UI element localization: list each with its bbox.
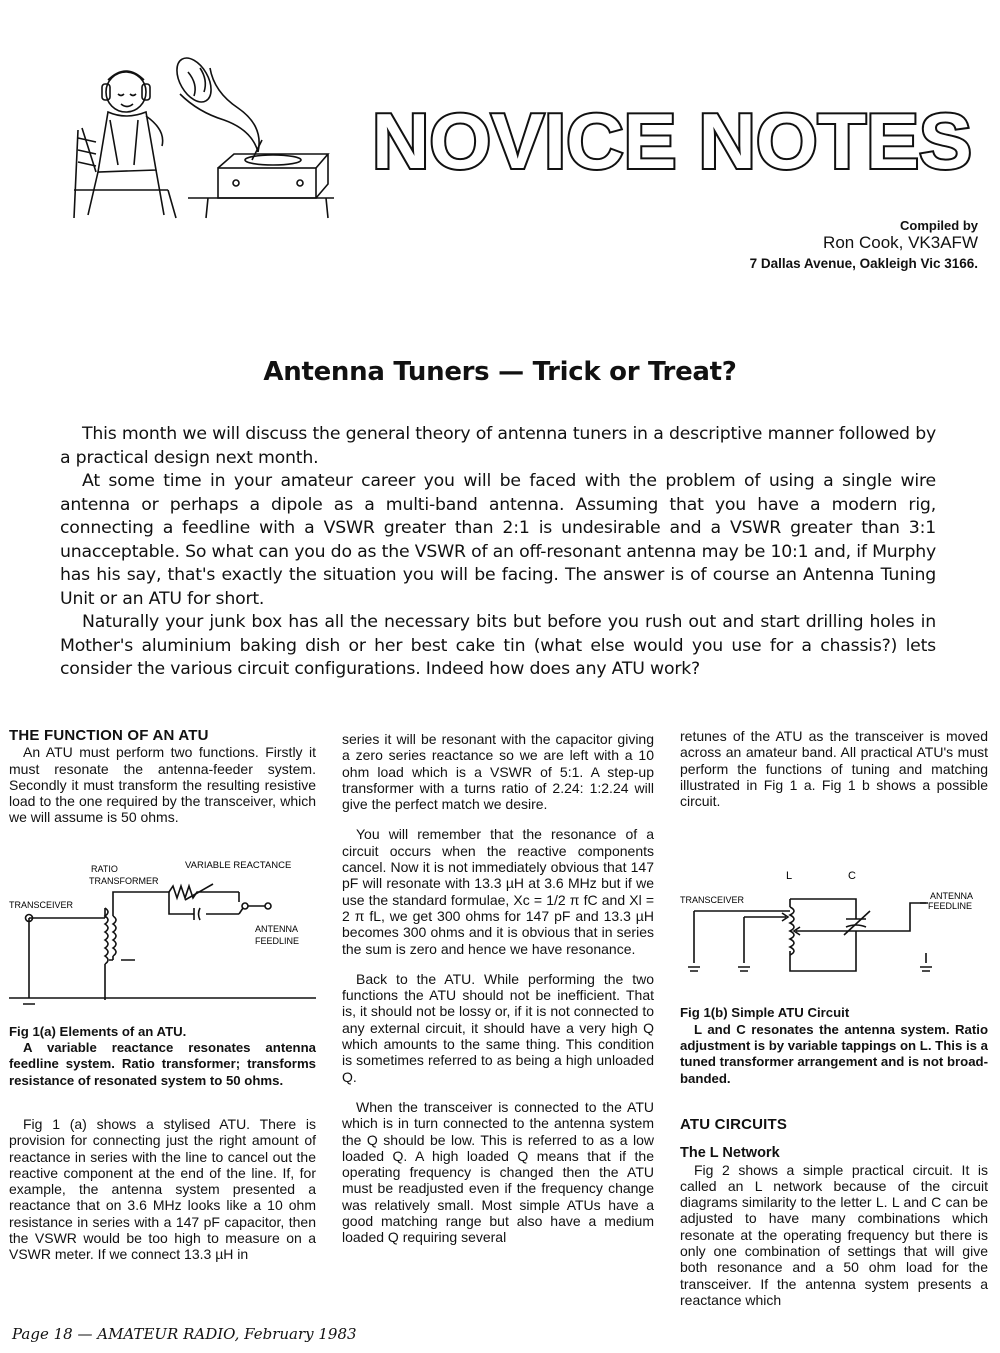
column-1 [9,728,316,1263]
section-heading: THE FUNCTION OF AN ATU [9,727,209,744]
fig1a-caption [9,1024,316,1089]
body-paragraph: An ATU must perform two functions. Firstly it must resonate the antenna-feeder system. Secondly it must transform the resulting resistive load to the one required by the transceiver, which we will assume is 50 ohms. [9,744,316,826]
fig1a-caption-title: Fig 1(a) Elements of an ATU. [9,1023,187,1039]
fig1a-label-variable-reactance: VARIABLE REACTANCE [185,859,292,871]
fig1b-label-l: L [786,870,793,883]
fig1a-label-feedline: FEEDLINE [255,935,300,946]
column-title [362,96,982,186]
column-2 [342,731,654,1246]
fig1b-label-transceiver: TRANSCEIVER [680,895,745,906]
fig1a-label-transformer: TRANSFORMER [89,875,159,886]
fig1a-label-ratio: RATIO [91,863,118,874]
fig1a-diagram [9,856,316,1006]
compiler-name: Ron Cook, VK3AFW [823,233,978,252]
page-footer: Page 18 — AMATEUR RADIO, February 1983 [12,1325,357,1343]
compiled-by-label: Compiled by [899,218,978,233]
article-intro [60,423,936,682]
fig1b-label-c: C [848,870,856,883]
column-3 [680,728,988,1308]
fig1a-label-antenna: ANTENNA [255,923,299,934]
body-paragraph: Fig 1 (a) shows a stylised ATU. There is provision for connecting just the right amount of reactance in series with the line to cancel out the reactive component at the end of the line. If, for example, the antenna system presented a reactance that on 3.6 MHz looks like a 10 ohm resistance in series with a 147 pF capacitor, then the VSWR would be too high to measure on a VSWR meter. If we connect 13.3 µH in [9,1115,316,1263]
fig1b-diagram [680,859,988,989]
section-heading: ATU CIRCUITS [680,1115,788,1133]
fig1b-caption [680,1005,988,1086]
intro-paragraph: Naturally your junk box has all the necessary bits but before you rush out and start drilling holes in Mother's aluminium baking dish or her best cake tin (what else would you use for a chassis?) lets consider the various circuit configurations. Indeed how does any ATU work? [60,612,936,679]
fig1b-label-feedline: FEEDLINE [928,901,973,912]
subsection-heading: The L Network [680,1145,780,1162]
column-title-text: NOVICE NOTES [372,97,972,185]
body-paragraph: Back to the ATU. While performing the two functions the ATU should not be inefficient. That is, it should not be lossy or, if it is not connected to any external circuit, it should have a very high Q which amounts to the same thing. This condition is sometimes referred to as being a high unloaded Q. [342,970,654,1085]
article-headline: Antenna Tuners — Trick or Treat? [263,357,737,387]
masthead-illustration [38,50,338,220]
fig1b-caption-body: L and C resonates the antenna system. Ratio adjustment is by variable tappings on L. This is a tuned transformer arrangement and is not broad-banded. [680,1021,988,1086]
body-paragraph: series it will be resonant with the capacitor giving a zero series reactance so we are left with a 10 ohm load which is a VSWR of 5:1. A step-up transformer with a turns ratio of 2.24: 1:2.24 will give the perfect match we desire. [342,731,654,813]
intro-paragraph: At some time in your amateur career you will be faced with the problem of using a single wire antenna or perhaps a dipole as a multi-band antenna. Assuming that you have a modern rig, connecting a feedline with a VSWR greater than 2:1 is undesirable and a VSWR greater than 3:1 unacceptable. So what can you do as the VSWR of an off-resonant antenna may be 10:1 and, if Murphy has his say, that's exactly the situation you will be facing. The answer is of course an Antenna Tuning Unit or an ATU for short. [60,471,936,609]
fig1a-caption-body: A variable reactance resonates antenna feedline system. Ratio transformer; transforms resistance of resonated system to 50 ohms. [9,1040,316,1088]
body-paragraph: When the transceiver is connected to the ATU which is in turn connected to the antenna system the Q should be low. This is referred to as a low loaded Q. A high loaded Q means that if the operating frequency is changed then the ATU must be readjusted even if the frequency change was relatively small. Most simple ATUs have a good matching range but also have a medium loaded Q requiring several [342,1098,654,1246]
fig1b-label-antenna: ANTENNA [930,891,974,902]
fig1a-label-transceiver: TRANSCEIVER [9,899,74,910]
body-paragraph: Fig 2 shows a simple practical circuit. It is called an L network because of the circuit diagrams similarity to the letter L. L and C can be adjusted to have many combinations which resonate at the operating frequency but there is only one combination of settings that will give both resonance and a 50 ohm load for the transceiver. If the antenna system presents a reactance which [680,1161,988,1308]
fig1b-caption-title: Fig 1(b) Simple ATU Circuit [680,1005,850,1021]
body-paragraph: retunes of the ATU as the transceiver is moved across an amateur band. All practical ATU's must perform the functions of tuning and matching illustrated in Fig 1 a. Fig 1 b shows a possible circuit. [680,728,988,810]
intro-paragraph: This month we will discuss the general theory of antenna tuners in a descriptive manner followed by a practical design next month. [60,424,936,468]
body-paragraph: You will remember that the resonance of a circuit occurs when the reactive components cancel. Now it is not immediately obvious that 147 pF will resonate with 13.3 µH at 3.6 MHz but if we use the standard formulae, Xc = 1/2 π fC and Xl = 2 π fL, we get 300 ohms for 147 pF and 13.3 µH becomes 300 ohms and it is obvious that in series the sum is zero and hence we have resonance. [342,826,654,957]
compiler-address: 7 Dallas Avenue, Oakleigh Vic 3166. [749,256,978,271]
